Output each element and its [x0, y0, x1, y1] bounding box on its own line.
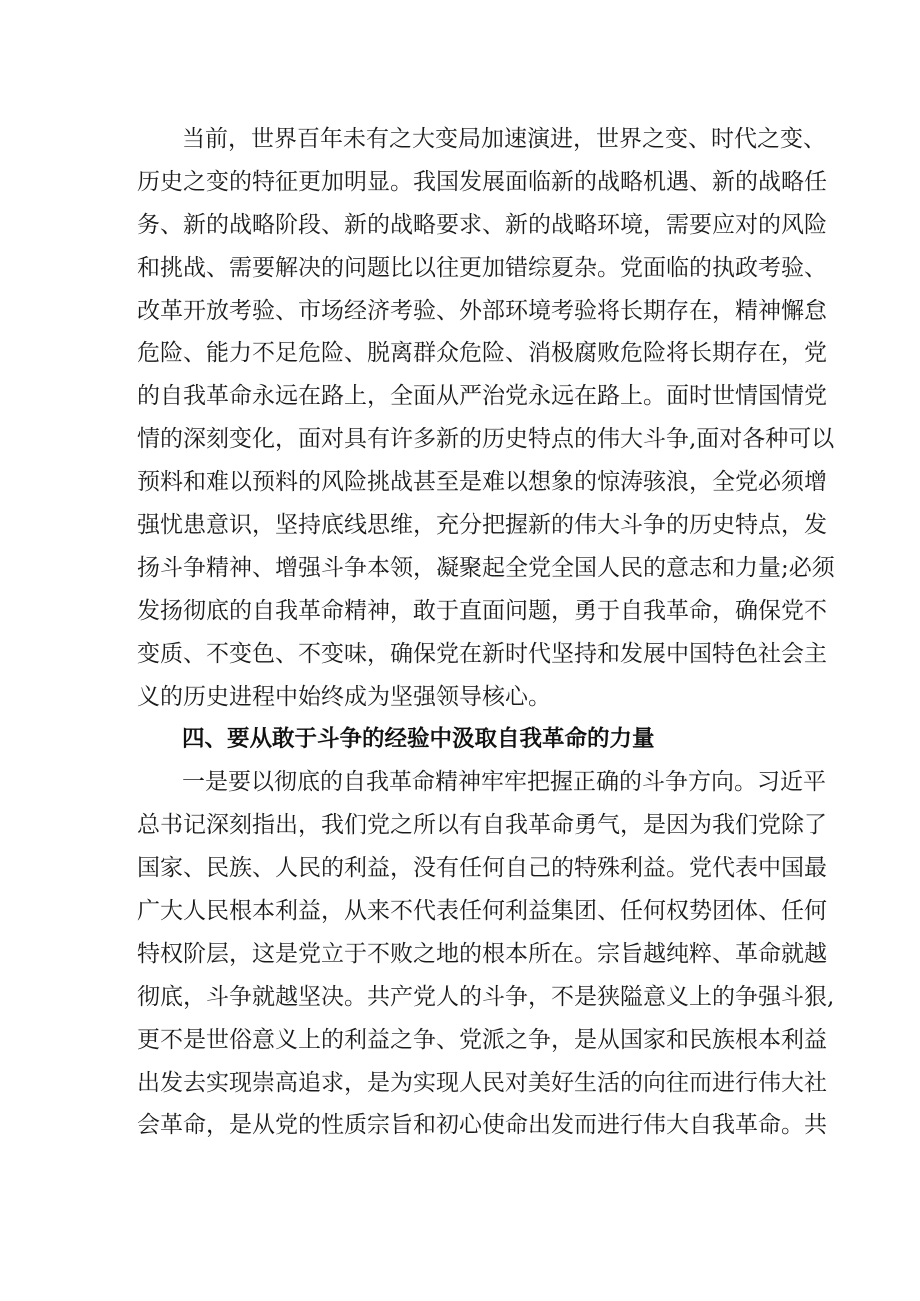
text-line: 一是要以彻底的自我革命精神牢牢把握正确的斗争方向。习近平: [182, 769, 826, 796]
text-line: 务、新的战略阶段、新的战略要求、新的战略环境，需要应对的风险: [137, 211, 827, 238]
text-line: 危险、能力不足危险、脱离群众危险、消极腐败危险将长期存在，党: [137, 340, 827, 367]
text-line: 国家、民族、人民的利益，没有任何自己的特殊利益。党代表中国最: [137, 855, 827, 882]
text-line: 总书记深刻指出，我们党之所以有自我革命勇气，是因为我们党除了: [137, 812, 827, 839]
text-line: 义的历史进程中始终成为坚强领导核心。: [137, 683, 551, 710]
text-line: 历史之变的特征更加明显。我国发展面临新的战略机遇、新的战略任: [137, 168, 827, 195]
text-line: 扬斗争精神、增强斗争本领，凝聚起全党全国人民的意志和力量;必须: [137, 554, 835, 581]
text-line: 彻底，斗争就越坚决。共产党人的斗争，不是狭隘意义上的争强斗狠,: [137, 983, 835, 1010]
text-line: 变质、不变色、不变味，确保党在新时代坚持和发展中国特色社会主: [137, 640, 827, 667]
text-line: 出发去实现崇高追求，是为实现人民对美好生活的向往而进行伟大社: [137, 1069, 827, 1096]
text-line: 改革开放考验、市场经济考验、外部环境考验将长期存在，精神懈怠: [137, 297, 827, 324]
paragraph-1: [137, 118, 835, 718]
paragraph-2: [137, 761, 835, 1147]
document-body: [137, 118, 835, 1147]
text-line: 和挑战、需要解决的问题比以往更加错综夏杂。党面临的执政考验、: [137, 254, 827, 281]
text-line: 特权阶层，这是党立于不败之地的根本所在。宗旨越纯粹、革命就越: [137, 940, 827, 967]
text-line: 发扬彻底的自我革命精神，敢于直面问题，勇于自我革命，确保党不: [137, 597, 827, 624]
text-line: 强忧患意识，坚持底线思维，充分把握新的伟大斗争的历史特点，发: [137, 512, 827, 539]
text-line: 预料和难以预料的风险挑战甚至是难以想象的惊涛骇浪，全党必须增: [137, 469, 827, 496]
section-heading: 四、要从敢于斗争的经验中汲取自我革命的力量: [182, 726, 655, 753]
text-line: 当前，世界百年未有之大变局加速演进，世界之变、时代之变、: [182, 126, 826, 152]
text-line: 情的深刻变化，面对具有许多新的历史特点的伟大斗争,面对各种可以: [137, 426, 835, 453]
text-line: 广大人民根本利益，从来不代表任何利益集团、任何权势团体、任何: [137, 898, 827, 925]
text-line: 会革命，是从党的性质宗旨和初心使命出发而进行伟大自我革命。共: [137, 1112, 827, 1139]
text-line: 更不是世俗意义上的利益之争、党派之争，是从国家和民族根本利益: [137, 1026, 827, 1053]
text-line: 的自我革命永远在路上，全面从严治党永远在路上。面时世情国情党: [137, 383, 827, 410]
